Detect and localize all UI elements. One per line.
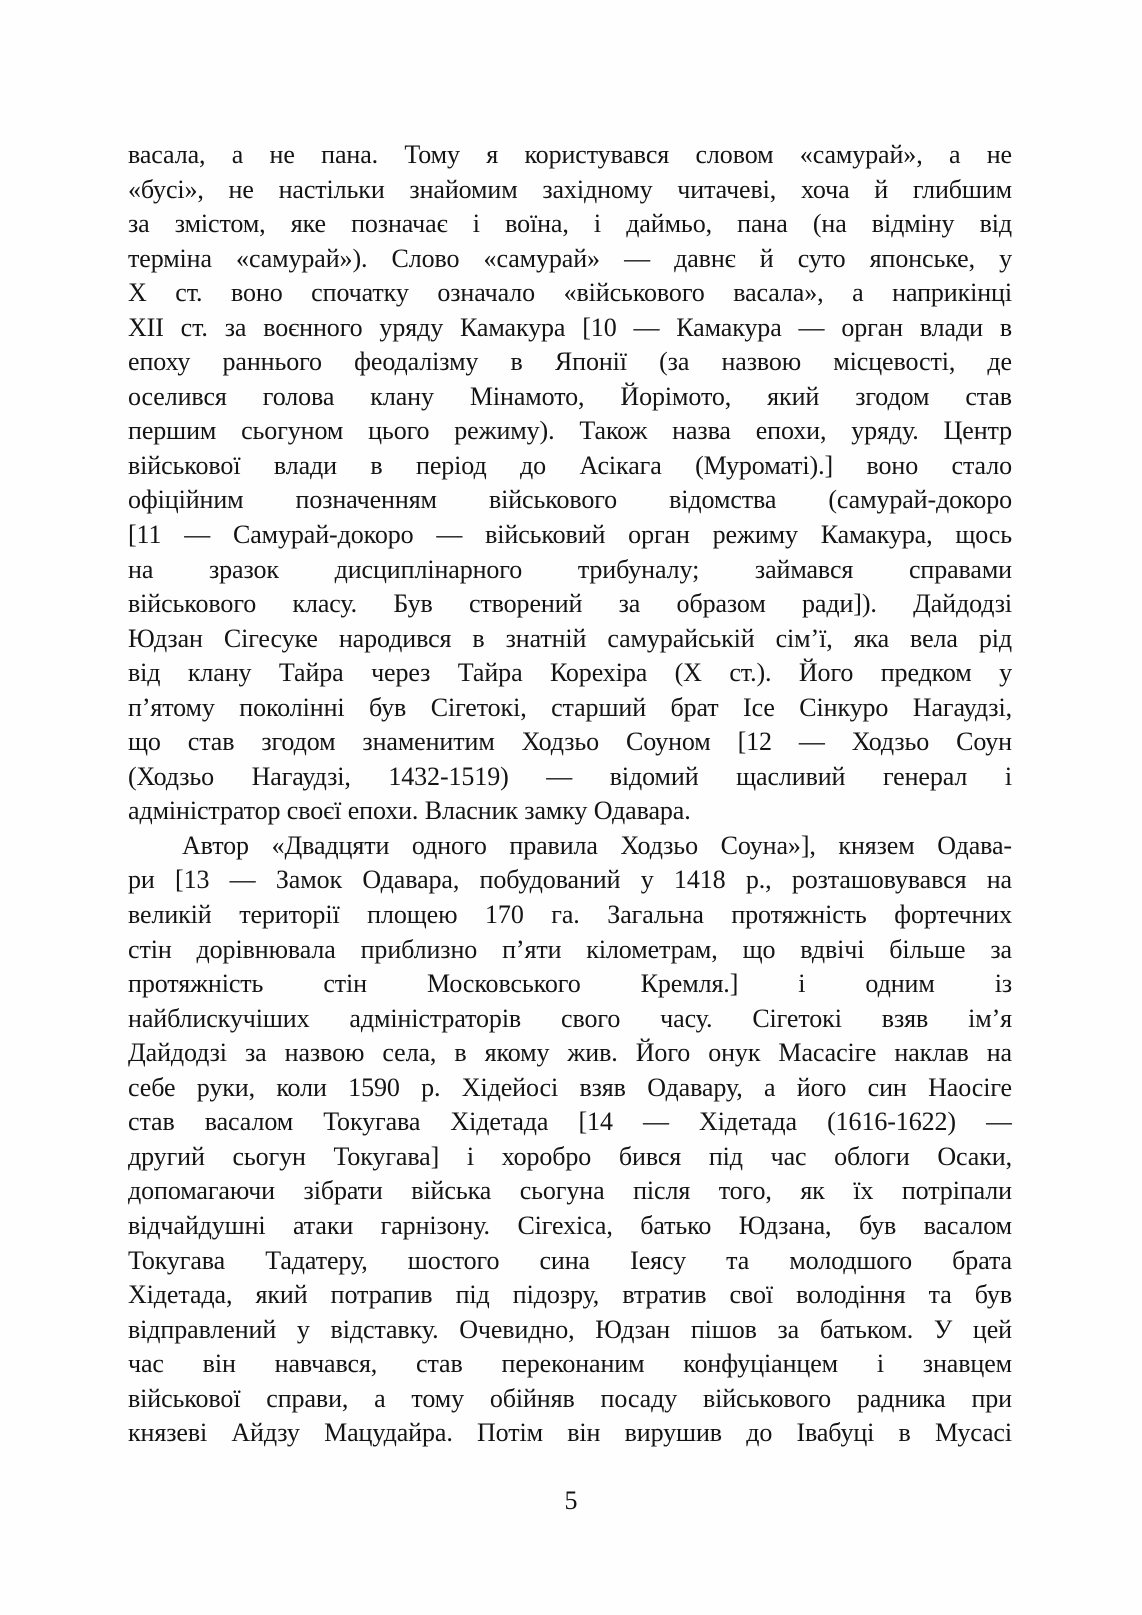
text-line: п’ятому поколінні був Сігетокі, старший брат Ісе Сінкуро Нагаудзі, xyxy=(128,692,1012,722)
text-line: ри [13 — Замок Одавара, побудований у 1418 р., розташовувався на xyxy=(128,865,1012,895)
text-line: відправлений у відставку. Очевидно, Юдзан пішов за батьком. У цей xyxy=(128,1314,1012,1344)
text-line: оселився голова клану Мінамото, Йорімото, який згодом став xyxy=(128,381,1012,411)
text-line: другий сьогун Токугава] і хоробро бився під час облоги Осаки, xyxy=(128,1141,1012,1171)
text-line: себе руки, коли 1590 р. Хідейосі взяв Одавару, а його син Наосіге xyxy=(128,1072,1012,1102)
text-line: Хідетада, який потрапив під підозру, втратив свої володіння та був xyxy=(128,1280,1012,1310)
text-line: найблискучіших адміністраторів свого часу. Сігетокі взяв ім’я xyxy=(128,1003,1012,1033)
text-line: терміна «самурай»). Слово «самурай» — давнє й суто японське, у xyxy=(128,243,1012,273)
text-line: військової влади в період до Асікага (Муроматі).] воно стало xyxy=(128,450,1012,480)
text-line: військової справи, а тому обійняв посаду військового радника при xyxy=(128,1383,1012,1413)
text-line: великій території площею 170 га. Загальна протяжність фортечних xyxy=(128,900,1012,930)
text-line: на зразок дисциплінарного трибуналу; займався справами xyxy=(128,554,1012,584)
text-line: епоху раннього феодалізму в Японії (за назвою місцевості, де xyxy=(128,347,1012,377)
text-line: князеві Айдзу Мацудайра. Потім він вирушив до Івабуці в Мусасі xyxy=(128,1418,1012,1448)
text-line: «бусі», не настільки знайомим західному читачеві, хоча й глибшим xyxy=(128,174,1012,204)
text-line: військового класу. Був створений за образом ради]). Дайдодзі xyxy=(128,589,1012,619)
text-line-paragraph-start: Автор «Двадцяти одного правила Ходзьо Соуна»], князем Одава- xyxy=(182,830,1012,860)
text-line: X ст. воно спочатку означало «військового васала», а наприкінці xyxy=(128,278,1012,308)
text-line: став васалом Токугава Хідетада [14 — Хідетада (1616-1622) — xyxy=(128,1107,1012,1137)
text-line: допомагаючи зібрати війська сьогуна після того, як їх потріпали xyxy=(128,1176,1012,1206)
text-line: від клану Тайра через Тайра Корехіра (X ст.). Його предком у xyxy=(128,658,1012,688)
text-line: Юдзан Сігесуке народився в знатній самурайській сім’ї, яка вела рід xyxy=(128,623,1012,653)
text-line: Токугава Тадатеру, шостого сина Іеясу та молодшого брата xyxy=(128,1245,1012,1275)
text-line: Дайдодзі за назвою села, в якому жив. Його онук Масасіге наклав на xyxy=(128,1038,1012,1068)
text-line: васала, а не пана. Тому я користувався словом «самурай», а не xyxy=(128,140,1012,169)
text-line: [11 — Самурай-докоро — військовий орган режиму Камакура, щось xyxy=(128,520,1012,550)
text-line-paragraph-end: адміністратор своєї епохи. Власник замку Одавара. xyxy=(128,796,691,826)
text-line: першим сьогуном цього режиму). Також назва епохи, уряду. Центр xyxy=(128,416,1012,446)
text-line: що став згодом знаменитим Ходзьо Соуном [12 — Ходзьо Соун xyxy=(128,727,1012,757)
body-text xyxy=(128,138,1012,1451)
text-line: час він навчався, став переконаним конфуціанцем і знавцем xyxy=(128,1349,1012,1379)
text-line: за змістом, яке позначає і воїна, і даймьо, пана (на відміну від xyxy=(128,209,1012,239)
page-number: 5 xyxy=(564,1486,578,1515)
text-line: стін дорівнювала приблизно п’яти кілометрам, що вдвічі більше за xyxy=(128,934,1012,964)
text-line: офіційним позначенням військового відомства (самурай-докоро xyxy=(128,485,1012,515)
text-line: XII ст. за воєнного уряду Камакура [10 — Камакура — орган влади в xyxy=(128,312,1012,342)
text-line: відчайдушні атаки гарнізону. Сігехіса, батько Юдзана, був васалом xyxy=(128,1210,1012,1240)
text-line: (Ходзьо Нагаудзі, 1432-1519) — відомий щасливий генерал і xyxy=(128,761,1012,791)
text-line: протяжність стін Московського Кремля.] і одним із xyxy=(128,969,1012,999)
